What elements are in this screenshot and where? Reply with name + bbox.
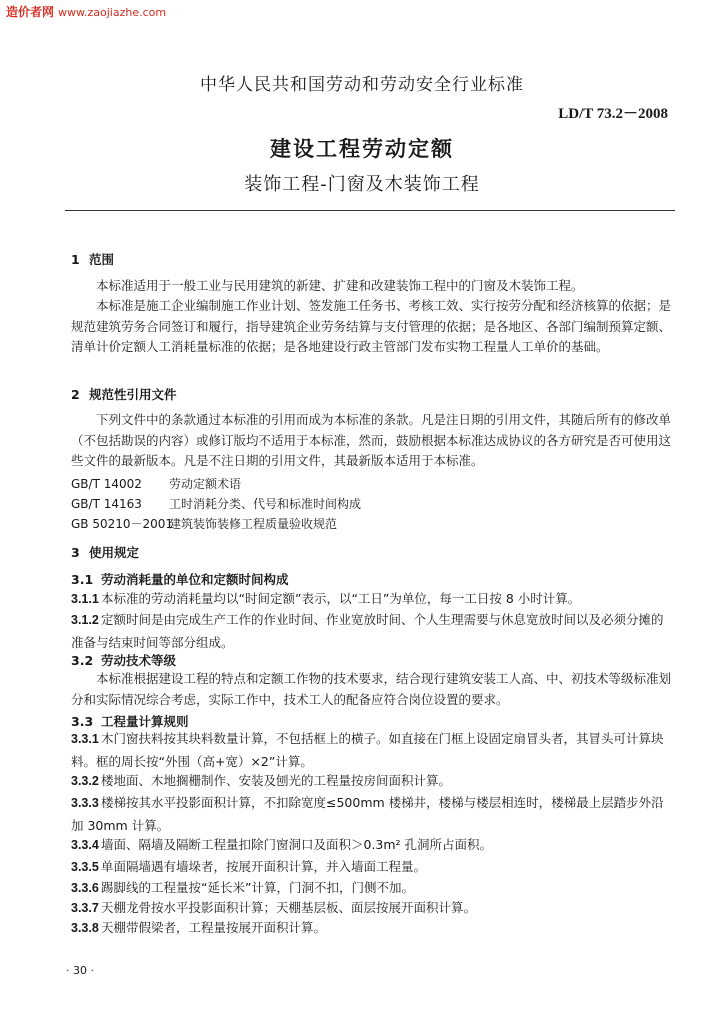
section-2-number: 2: [71, 387, 80, 402]
header-divider: [65, 210, 675, 211]
subsection-number: 3.3: [71, 714, 94, 729]
standard-category: 中华人民共和国劳动和劳动安全行业标准: [200, 75, 524, 95]
standard-code: LD/T 73.2－2008: [558, 106, 668, 122]
section-3-title: 使用规定: [89, 545, 140, 560]
subsection-number: 3.2: [71, 653, 94, 668]
clause-text: 木门窗扶料按其块料数量计算，不包括框上的横子。如直接在门框上设固定扇冒头者，其冒头可计算块料。框的周长按“外围（高+宽）×2”计算。: [71, 731, 664, 769]
clause-item: [71, 917, 673, 940]
watermark-site: 造价者网: [6, 5, 55, 19]
reference-code: GB 50210－2001: [71, 517, 174, 531]
clause-text: 单面隔墙遇有墙垛者，按展开面积计算，并入墙面工程量。: [101, 859, 427, 874]
clause-number: 3.1.1: [71, 592, 99, 606]
clause-item: [71, 792, 673, 836]
page-title: 建设工程劳动定额: [270, 137, 454, 161]
section-1-paragraph: 本标准是施工企业编制施工作业计划、签发施工任务书、考核工效、实行按劳分配和经济核算的依据；是规范建筑劳务合同签订和履行，指导建筑企业劳务结算与支付管理的依据；是各地区、各部门编制预算定额、清单计价定额人工消耗量标准的依据；是各地建设行政主管部门发布实物工程量人工单价的基础。: [71, 298, 672, 354]
reference-code: GB/T 14002: [71, 477, 142, 491]
subsection-title: 劳动消耗量的单位和定额时间构成: [101, 572, 289, 587]
clause-item: [71, 770, 673, 793]
clause-item: [71, 834, 673, 857]
clause-number: 3.3.8: [71, 921, 99, 935]
section-2-title: 规范性引用文件: [89, 387, 177, 402]
reference-name: 工时消耗分类、代号和标准时间构成: [169, 497, 362, 511]
section-1-heading: [71, 250, 114, 268]
reference-name: 劳动定额术语: [169, 477, 242, 491]
clause-text: 定额时间是由完成生产工作的作业时间、作业宽放时间、个人生理需要与休息宽放时间以及必须分摊的准备与结束时间等部分组成。: [71, 612, 664, 650]
reference-item: [71, 515, 337, 532]
page-subtitle: 装饰工程-门窗及木装饰工程: [244, 174, 480, 195]
section-1-paragraph: 本标准适用于一般工业与民用建筑的新建、扩建和改建装饰工程中的门窗及木装饰工程。: [96, 278, 584, 293]
reference-code: GB/T 14163: [71, 497, 142, 511]
clause-number: 3.3.7: [71, 901, 99, 915]
clause-text: 楼梯按其水平投影面积计算，不扣除宽度≤500mm 楼梯井，楼梯与楼层相连时，楼梯最上层踏步外沿加 30mm 计算。: [71, 795, 664, 833]
clause-number: 3.3.2: [71, 774, 99, 788]
section-1-title: 范围: [89, 252, 115, 267]
watermark: [6, 3, 166, 20]
reference-item: [71, 475, 241, 492]
page-number: · 30 ·: [66, 964, 94, 977]
clause-text: 本标准的劳动消耗量均以“时间定额”表示，以“工日”为单位，每一工日按 8 小时计算。: [101, 591, 581, 606]
clause-text: 墙面、隔墙及隔断工程量扣除门窗洞口及面积＞0.3m² 孔洞所占面积。: [101, 837, 493, 852]
clause-item: [71, 588, 673, 611]
reference-name: 建筑装饰装修工程质量验收规范: [169, 517, 338, 531]
subsection-3-2-heading: [71, 651, 176, 669]
clause-item: [71, 609, 673, 653]
reference-item: [71, 495, 361, 512]
clause-text: 踢脚线的工程量按“延长米”计算，门洞不扣，门侧不加。: [101, 880, 414, 895]
clause-number: 3.3.1: [71, 732, 99, 746]
subsection-number: 3.1: [71, 572, 94, 587]
clause-text: 楼地面、木地搁栅制作、安装及刨光的工程量按房间面积计算。: [101, 773, 452, 788]
clause-number: 3.3.4: [71, 838, 99, 852]
watermark-url[interactable]: www.zaojiazhe.com: [58, 6, 167, 19]
clause-number: 3.1.2: [71, 613, 99, 627]
section-1-number: 1: [71, 252, 80, 267]
subsection-title: 工程量计算规则: [101, 714, 189, 729]
clause-text: 天棚带假梁者，工程量按展开面积计算。: [101, 920, 327, 935]
section-3-heading: [71, 543, 139, 561]
clause-item: [71, 856, 673, 879]
section-2-heading: [71, 385, 177, 403]
clause-text: 天棚龙骨按水平投影面积计算；天棚基层板、面层按展开面积计算。: [101, 900, 477, 915]
clause-item: [71, 728, 673, 772]
clause-number: 3.3.6: [71, 881, 99, 895]
subsection-title: 劳动技术等级: [101, 653, 177, 668]
section-3-number: 3: [71, 545, 80, 560]
subsection-3-2-paragraph: 本标准根据建设工程的特点和定额工作物的技术要求，结合现行建筑安装工人高、中、初技术等级标准划分和实际情况综合考虑，实际工作中，技术工人的配备应符合岗位设置的要求。: [71, 671, 672, 707]
subsection-3-1-heading: [71, 570, 289, 588]
section-2-intro: 下列文件中的条款通过本标准的引用而成为本标准的条款。凡是注日期的引用文件，其随后所有的修改单（不包括勘误的内容）或修订版均不适用于本标准，然而，鼓励根据本标准达成协议的各方研究是否可使用这些文件的最新版本。凡是不注日期的引用文件，其最新版本适用于本标准。: [71, 412, 672, 468]
clause-number: 3.3.5: [71, 860, 99, 874]
clause-number: 3.3.3: [71, 796, 99, 810]
